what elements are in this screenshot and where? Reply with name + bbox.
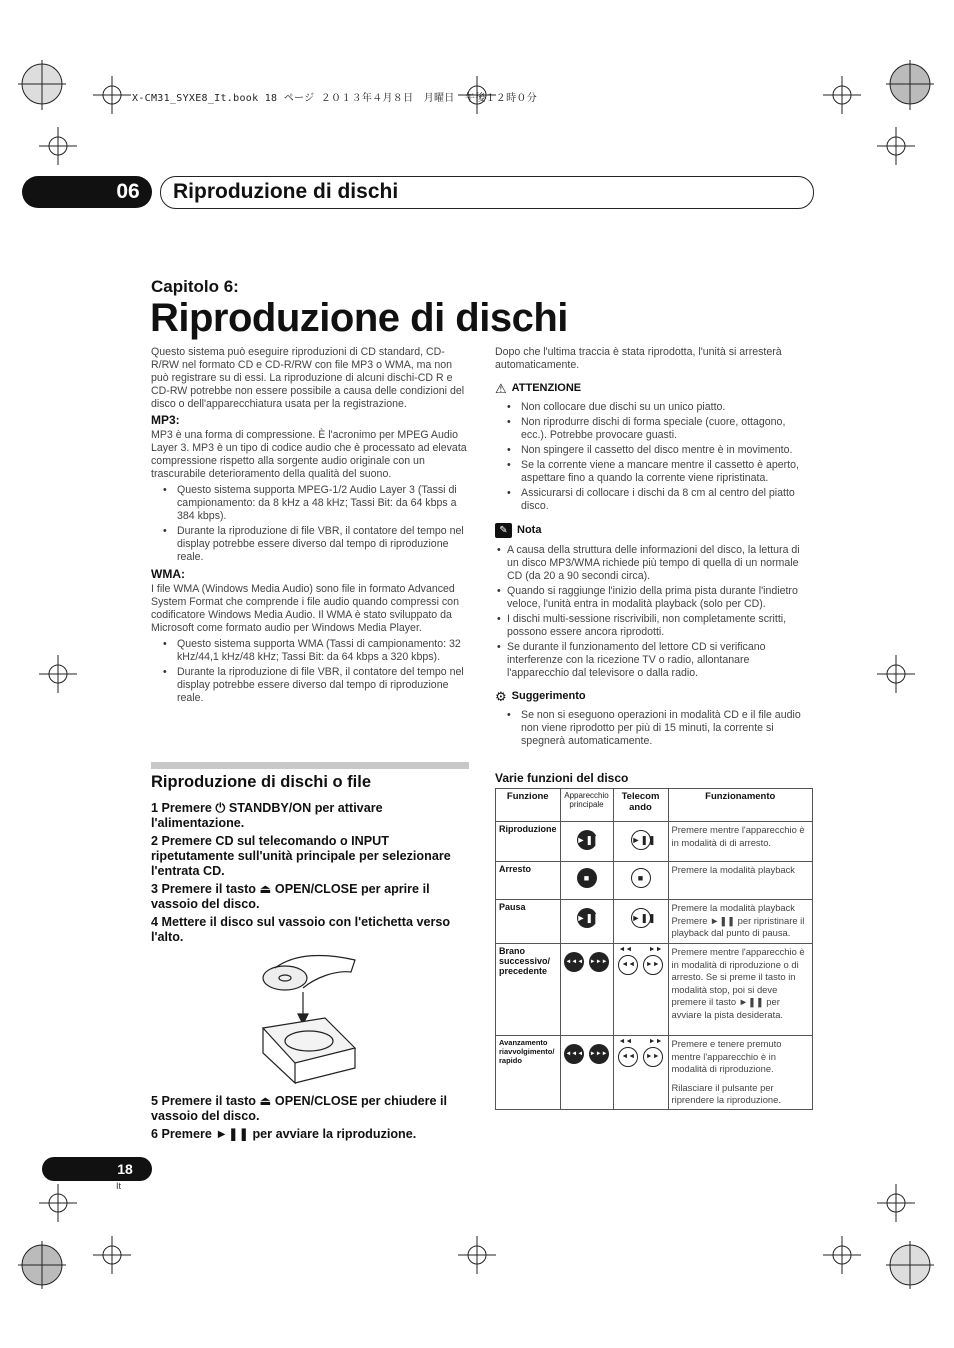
fn-cell: Pausa <box>496 900 561 944</box>
warning-icon: ⚠ <box>495 381 507 396</box>
list-item: • Non riprodurre dischi di forma speciale (cuore, ottagono, ecc.). Potrebbe provocare guasti. <box>495 416 813 442</box>
left-column <box>151 346 469 707</box>
rewind-icon: ◄◄◄ <box>564 1044 584 1064</box>
list-item: • Se non si eseguono operazioni in modalità CD e il file audio non viene riprodotto per più di 15 minuti, la corrente si spegnerà automaticamente. <box>495 709 813 748</box>
list-item: • Quando si raggiunge l'inizio della prima pista durante l'indietro veloce, l'unità entra in modalità playback (solo per CD). <box>495 585 813 611</box>
list-item: • Non collocare due dischi su un unico piatto. <box>495 401 813 414</box>
fast-forward-icon: ►►► <box>589 1044 609 1064</box>
attenzione-bullets <box>495 401 813 513</box>
list-item: • I dischi multi-sessione riscrivibili, non completamente scritti, possono essere ancora riprodotti. <box>495 613 813 639</box>
intro-text: Questo sistema può eseguire riproduzioni di CD standard, CD-R/RW nel formato CD e CD-R/RW con file MP3 o WMA, ma non può registrare su di essi. La riproduzione di alcuni dischi-CD R e CD-RW potrebbe non essere possibile a causa delle condizioni del disco o dell'apparecchiatura usata per la registrazione. <box>151 346 465 410</box>
header-funzionamento: Funzionamento <box>668 789 813 822</box>
fast-forward-icon: ►► <box>643 1047 663 1067</box>
desc-cell: Premere mentre l'apparecchio è in modalità di di arresto. <box>668 822 813 862</box>
table-row <box>496 822 813 862</box>
fn-cell: Brano successivo/ precedente <box>496 944 561 1036</box>
wma-text: I file WMA (Windows Media Audio) sono file in formato Advanced System Format che comprende i file audio quando compressi con codificatore Windows Media Audio. Il WMA è stato sviluppato da Microsoft come formato audio per Windows Media Player. <box>151 583 459 634</box>
wma-bullets <box>151 638 469 705</box>
play-pause-icon: ►❚❚ <box>577 908 597 928</box>
previous-icon: ◄◄◄ <box>564 952 584 972</box>
play-pause-icon: ►❚❚ <box>577 830 597 850</box>
attenzione-heading: ⚠ ATTENZIONE <box>495 381 582 396</box>
functions-table <box>495 788 813 1110</box>
play-pause-icon: ►❚❚ <box>631 830 651 850</box>
section-heading: Riproduzione di dischi o file <box>151 773 372 791</box>
step-5: 5 Premere il tasto ⏏ OPEN/CLOSE per chiudere il vassoio del disco. <box>151 1094 448 1123</box>
note-icon: ✎ <box>495 523 512 538</box>
list-item: • Durante la riproduzione di file VBR, il contatore del tempo nel display potrebbe essere diverso dal tempo di riproduzione reale. <box>151 525 469 564</box>
page-title: Riproduzione di dischi <box>150 296 568 340</box>
header-telecomando: Telecom ando <box>613 789 668 822</box>
list-item: • Se durante il funzionamento del lettore CD si verificano interferenze con la ricezione TV o radio, allontanare l'apparecchio dal televisore o dalla radio. <box>495 641 813 680</box>
mp3-bullets <box>151 484 469 564</box>
suggerimento-bullets <box>495 709 813 748</box>
wma-heading: WMA: <box>151 567 185 581</box>
forward-icon: ►► <box>648 946 663 953</box>
nota-heading: ✎ Nota <box>495 523 813 538</box>
table-row <box>496 1036 813 1110</box>
fn-cell: Avanzamento riavvolgimento/ rapido <box>496 1036 561 1110</box>
list-item: • Questo sistema supporta WMA (Tassi di campionamento: 32 kHz/44,1 kHz/48 kHz; Tassi Bit: da 64 kbps a 320 kbps). <box>151 638 469 664</box>
stop-icon: ■ <box>577 868 597 888</box>
chapter-number: 06 <box>116 180 140 203</box>
desc-cell: Premere la modalità playback Premere ►❚❚ per ripristinare il playback dal punto di pausa. <box>668 900 813 944</box>
rewind-icon: ◄◄ <box>618 1038 633 1045</box>
page-number: 18 <box>117 1161 133 1177</box>
header-funzione: Funzione <box>496 789 561 822</box>
step-4: 4 Mettere il disco sul vassoio con l'etichetta verso l'alto. <box>151 915 451 944</box>
list-item: • Durante la riproduzione di file VBR, il contatore del tempo nel display potrebbe essere diverso dal tempo di riproduzione reale. <box>151 666 469 705</box>
section-rule <box>151 762 469 769</box>
next-icon: ►► <box>643 955 663 975</box>
list-item: • Questo sistema supporta MPEG-1/2 Audio Layer 3 (Tassi di campionamento: da 8 kHz a 48 kHz; Tassi Bit: da 64 kbps a 384 kbps). <box>151 484 469 523</box>
print-header: X-CM31_SYXE8_It.book 18 ページ ２０１３年４月８日 月曜日 午後１２時０分 <box>132 93 538 104</box>
capitolo-label: Capitolo 6: <box>151 277 239 296</box>
list-item: • Non spingere il cassetto del disco mentre è in movimento. <box>495 444 813 457</box>
gear-icon: ⚙ <box>495 689 507 704</box>
fn-cell: Arresto <box>496 862 561 900</box>
next-icon: ►►► <box>589 952 609 972</box>
nota-bullets <box>495 544 813 680</box>
step-1: 1 Premere ⏻ STANDBY/ON per attivare l'alimentazione. <box>151 801 383 830</box>
play-pause-icon: ►❚❚ <box>631 908 651 928</box>
list-item: • A causa della struttura delle informazioni del disco, la lettura di un disco MP3/WMA richiede più tempo di quella di un normale CD (da 20 a 90 secondi circa). <box>495 544 813 583</box>
mp3-heading: MP3: <box>151 413 180 427</box>
step-2: 2 Premere CD sul telecomando o INPUT ripetutamente sull'unità principale per selezionare l'entrata CD. <box>151 834 451 878</box>
fn-cell: Riproduzione <box>496 822 561 862</box>
page-language: It <box>116 1181 122 1191</box>
desc-cell: Premere mentre l'apparecchio è in modalità di riproduzione o di arresto. Se si preme il tasto in modalità stop, poi si deve premere il tasto ►❚❚ per avviare la pista desiderata. <box>668 944 813 1036</box>
step-6: 6 Premere ►❚❚ per avviare la riproduzione. <box>151 1127 417 1141</box>
table-header-row <box>496 789 813 822</box>
stop-icon: ■ <box>631 868 651 888</box>
chapter-title: Riproduzione di dischi <box>173 180 399 203</box>
table-caption: Varie funzioni del disco <box>495 771 629 785</box>
table-row <box>496 944 813 1036</box>
rewind-icon: ◄◄ <box>618 1047 638 1067</box>
header-apparecchio: Apparecchio principale <box>560 789 613 822</box>
desc-cell: Premere e tenere premuto mentre l'apparecchio è in modalità di riproduzione. <box>671 1038 782 1074</box>
suggerimento-heading: ⚙ Suggerimento <box>495 689 586 704</box>
rewind-icon: ◄◄ <box>618 946 633 953</box>
right-column <box>495 346 813 750</box>
disc-tray-illustration <box>255 948 365 1088</box>
previous-icon: ◄◄ <box>618 955 638 975</box>
desc-cell: Premere la modalità playback <box>668 862 813 900</box>
desc-cell-2: Rilasciare il pulsante per riprendere la riproduzione. <box>671 1081 781 1105</box>
step-3: 3 Premere il tasto ⏏ OPEN/CLOSE per aprire il vassoio del disco. <box>151 882 430 911</box>
forward-icon: ►► <box>648 1038 663 1045</box>
right-intro: Dopo che l'ultima traccia è stata riprodotta, l'unità si arresterà automaticamente. <box>495 346 782 371</box>
mp3-text: MP3 è una forma di compressione. È l'acronimo per MPEG Audio Layer 3. MP3 è un tipo di codice audio che è processato ad elevata compressione rispetto alla sorgente audio originale con un trascurabile deterioramento della qualità del suono. <box>151 429 467 480</box>
list-item: • Assicurarsi di collocare i dischi da 8 cm al centro del piatto disco. <box>495 487 813 513</box>
table-row <box>496 900 813 944</box>
list-item: • Se la corrente viene a mancare mentre il cassetto è aperto, aspettare fino a quando la corrente viene ripristinata. <box>495 459 813 485</box>
table-row <box>496 862 813 900</box>
